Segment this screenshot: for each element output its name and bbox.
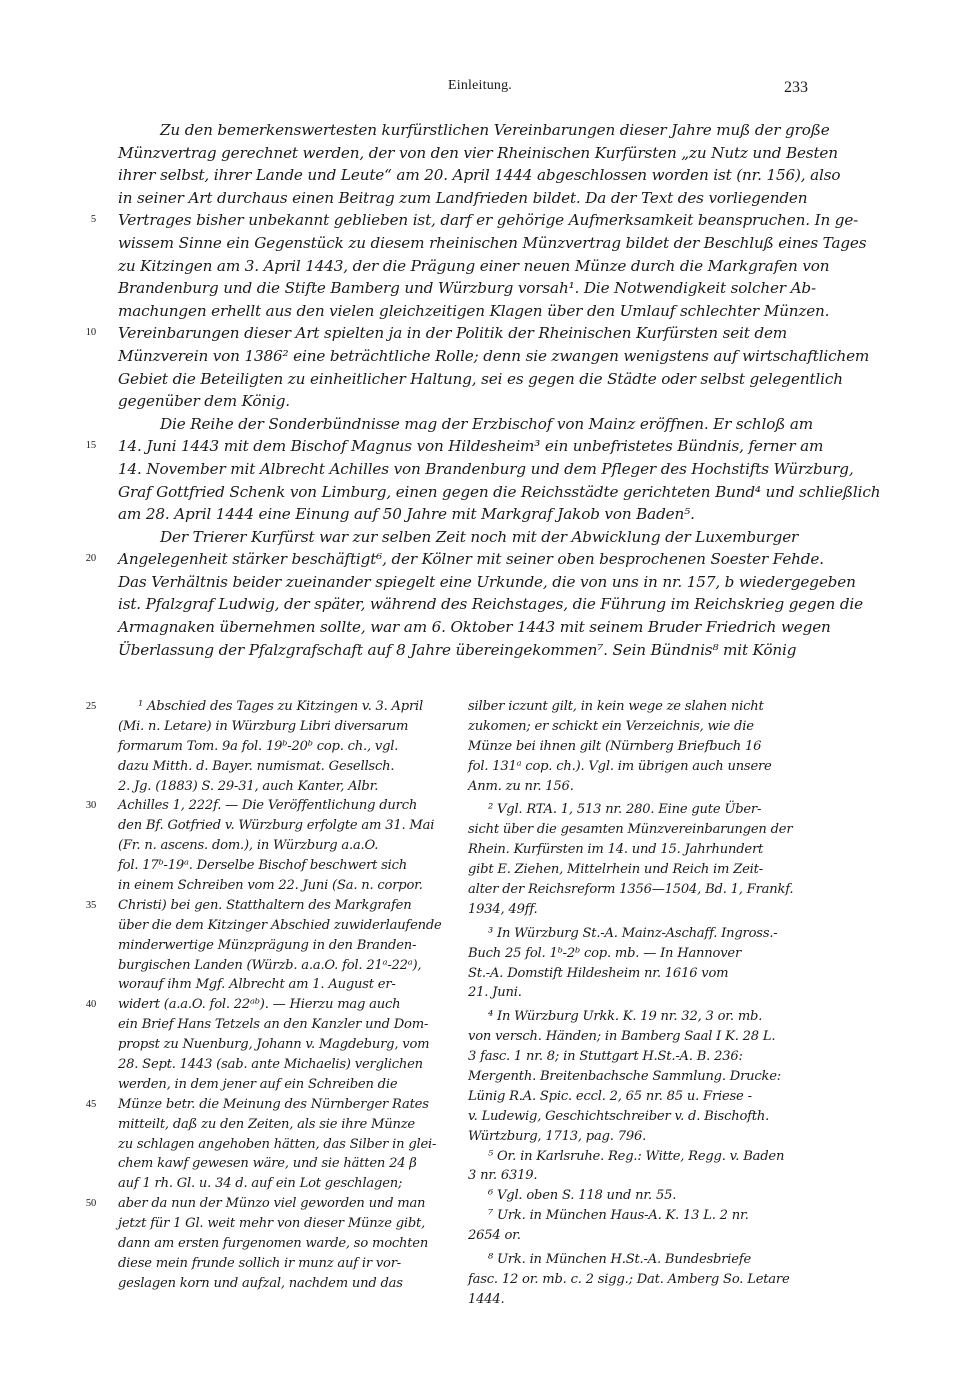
footnote-line [85,896,453,916]
body-text-line-text: 14. Juni 1443 mit dem Bischof Magnus von Hildesheim³ ein unbefristetes Bündnis, ferner am [118,437,824,456]
footnote-line-text: Münze bei ihnen gilt (Nürnberg Briefbuch 16 [468,738,762,754]
footnote-line [468,1206,808,1226]
footnote-line [468,1027,808,1047]
body-text-line [118,458,854,481]
footnote-line-text: Münze betr. die Meinung des Nürnberger Rates [118,1096,429,1112]
footnote-line [118,936,453,956]
footnote-line [468,717,808,737]
line-number: 40 [85,999,96,1011]
footnote-line [118,816,453,836]
footnote-line [85,995,453,1015]
footnote-line-text: Würtzburg, 1713, pag. 796. [468,1128,647,1144]
footnote-line-text: ein Brief Hans Tetzels an den Kanzler und Dom- [118,1017,429,1033]
body-text-line [118,593,863,616]
body-text-line [118,616,831,639]
body-text-line-text: Armagnaken übernehmen sollte, war am 6. Oktober 1443 mit seinem Bruder Friedrich wegen [118,618,831,637]
body-text-line [118,119,830,142]
footnote-line-text: worauf ihm Mgf. Albrecht am 1. August er- [118,977,396,993]
body-text-line-text: Die Reihe der Sonderbündnisse mag der Erzbischof von Mainz eröffnen. Er schloß am [160,414,814,433]
body-text-line-text: zu Kitzingen am 3. April 1443, der die Prägung einer neuen Münze durch die Markgrafen von [118,256,830,275]
body-text-line [118,277,816,300]
footnote-line [468,1087,808,1107]
footnote-line [118,777,453,797]
body-text-line-text: ihrer selbst, ihrer Lande und Leute“ am 20. April 1444 abgeschlossen worden ist (nr. 156), also [118,166,841,185]
footnote-line [468,900,808,920]
footnote-line-text: sicht über die gesamten Münzvereinbarungen der [468,822,793,838]
body-text-line [118,571,856,594]
footnote-line [468,1107,808,1127]
body-text-line-text: Angelegenheit stärker beschäftigt⁶, der Kölner mit seiner oben besprochenen Soester Fehde. [118,550,824,569]
body-text-line [118,187,808,210]
footnote-line [468,820,808,840]
footnote-line-text: ² Vgl. RTA. 1, 513 nr. 280. Eine gute Über- [488,802,762,818]
body-text-line [118,255,830,278]
footnote-line-text: chem kawf gewesen wäre, und sie hätten 24 β [118,1156,417,1172]
line-number: 20 [85,553,96,565]
footnote-line-text: Buch 25 fol. 1ᵇ-2ᵇ cop. mb. — In Hannover [468,945,742,961]
footnote-line [468,697,808,717]
footnote-line-text: widert (a.a.O. fol. 22ᵃᵇ). — Hierzu mag auch [118,997,401,1013]
footnote-line [118,717,453,737]
footnote-line-text: propst zu Nuenburg, Johann v. Magdeburg, vom [118,1037,430,1053]
footnote-line-text: ⁶ Vgl. oben S. 118 und nr. 55. [488,1188,677,1204]
footnote-line-text: ⁷ Urk. in München Haus-A. K. 13 L. 2 nr. [488,1208,749,1224]
footnote-line [118,876,453,896]
footnote-line [468,1147,808,1167]
footnote-line-text: ⁸ Urk. in München H.St.-A. Bundesbriefe [488,1252,752,1268]
footnote-line-text: Achilles 1, 222f. — Die Veröffentlichung durch [118,798,418,814]
line-number: 25 [85,701,96,712]
footnote-line-text: aber da nun der Münzo viel geworden und man [118,1196,426,1212]
footnote-line-text: auf 1 rh. Gl. u. 34 d. auf ein Lot geschlagen; [118,1176,403,1192]
footnote-line-text: fol. 131ᵃ cop. ch.). Vgl. im übrigen auch unsere [468,758,772,774]
footnote-line [118,916,453,936]
body-text-line [118,481,881,504]
body-text-line-text: Gebiet die Beteiligten zu einheitlicher Haltung, sei es gegen die Städte oder selbst gelegentlich [118,369,843,388]
footnote-line [468,1250,808,1270]
body-text-line-text: Der Trierer Kurfürst war zur selben Zeit noch mit der Abwicklung der Luxemburger [160,527,799,546]
footnote-line-text: den Bf. Gotfried v. Würzburg erfolgte am 31. Mai [118,818,435,834]
footnote-line [118,1214,453,1234]
footnote-line [468,964,808,984]
footnote-line-text: geslagen korn und aufzal, nachdem und das [118,1275,403,1291]
footnote-line [468,1290,808,1310]
footnote-line [118,1174,453,1194]
footnote-line-text: (Fr. n. ascens. dom.), in Würzburg a.a.O. [118,838,379,854]
footnote-line-text: in einem Schreiben vom 22. Juni (Sa. n. corpor. [118,878,423,894]
body-text-line [118,300,830,323]
body-text-line-text: Graf Gottfried Schenk von Limburg, einen gegen die Reichsstädte gerichteten Bund⁴ und schließlich [118,482,881,501]
footnote-line [468,944,808,964]
footnote-line-text: ⁵ Or. in Karlsruhe. Reg.: Witte, Regg. v. Baden [488,1148,785,1164]
footnote-line [468,757,808,777]
footnote-line [118,1115,453,1135]
footnote-line [468,860,808,880]
body-text-line-text: ist. Pfalzgraf Ludwig, der später, während des Reichstages, die Führung im Reichskrieg gegen die [118,595,863,614]
footnote-line [468,737,808,757]
footnote-line-text: fol. 17ᵇ-19ᵃ. Derselbe Bischof beschwert sich [118,858,408,874]
footnote-line [118,956,453,976]
body-text-line [118,368,843,391]
footnote-line [468,983,808,1003]
body-text-line-text: gegenüber dem König. [118,392,290,411]
footnote-line-text: über die dem Kitzinger Abschied zuwiderlaufende [118,917,442,933]
body-text-line-text: Überlassung der Pfalzgrafschaft auf 8 Jahre übereingekommen⁷. Sein Bündnis⁸ mit König [118,640,797,659]
footnote-line [468,777,808,797]
body-text-line [85,548,824,571]
footnote-line-text: diese mein frunde sollich ir munz auf ir vor- [118,1255,402,1271]
line-number: 35 [85,899,96,911]
body-text-line [118,639,808,662]
footnote-line [118,1135,453,1155]
footnote-line-text: burgischen Landen (Würzb. a.a.O. fol. 21ᵃ-22ᵃ), [118,957,422,973]
footnote-line-text: 1934, 49ff. [468,901,538,917]
body-text-line [118,503,808,526]
footnote-line [468,1186,808,1206]
footnote-line-text: minderwertige Münzprägung in den Branden- [118,937,417,953]
body-text-line-text: Vertrages bisher unbekannt geblieben ist, darf er gehörige Aufmerksamkeit beanspruchen. In ge- [118,211,859,230]
body-text-line [118,232,867,255]
footnote-line [468,1007,808,1027]
footnote-line-text: formarum Tom. 9a fol. 19ᵇ-20ᵇ cop. ch., vgl. [118,738,399,754]
running-title: Einleitung. [447,78,513,93]
footnote-line-text: jetzt für 1 Gl. weit mehr von dieser Münze gibt, [118,1216,426,1232]
body-text-line-text: Brandenburg und die Stifte Bamberg und Würzburg vorsah¹. Die Notwendigkeit solcher Ab- [118,279,816,298]
body-text-line-text: in seiner Art durchaus einen Beitrag zum Landfrieden bildet. Da der Text des vorliegenden [118,188,808,207]
footnotes-right-column [468,697,808,1310]
footnote-line-text: werden, in dem jener auf ein Schreiben die [118,1076,398,1092]
footnote-line-text: 28. Sept. 1443 (sab. ante Michaelis) verglichen [118,1057,423,1073]
footnote-line [85,697,453,717]
footnote-line-text: ¹ Abschied des Tages zu Kitzingen v. 3. April [138,699,424,714]
footnotes-left-column [85,697,453,1294]
footnote-line-text: silber iczunt gilt, in kein wege ze slahen nicht [468,699,764,714]
main-text [85,119,881,661]
line-number: 5 [90,214,96,226]
footnote-line [468,1047,808,1067]
footnote-line [118,1035,453,1055]
footnote-line [468,840,808,860]
footnote-line-text: 2. Jg. (1883) S. 29-31, auch Kanter, Albr. [118,778,379,794]
footnote-line-text: Christi) bei gen. Statthaltern des Markgrafen [118,897,412,913]
body-text-line [118,345,870,368]
footnote-line [468,880,808,900]
line-number: 30 [85,800,96,812]
footnote-line [118,737,453,757]
body-text-line-text: Münzverein von 1386² eine beträchtliche Rolle; denn sie zwangen wenigstens auf wirtschaftlichem [118,346,870,365]
footnote-line [468,1067,808,1087]
footnote-line-text: ³ In Würzburg St.-A. Mainz-Aschaff. Ingross.- [488,925,778,941]
footnote-line-text: dazu Mitth. d. Bayer. numismat. Gesellsch. [118,758,395,774]
footnote-line-text: Lünig R.A. Spic. eccl. 2, 65 nr. 85 u. Friese - [468,1088,752,1104]
body-text-line [118,142,838,165]
body-text-line [118,164,841,187]
footnote-line-text: fasc. 12 or. mb. c. 2 sigg.; Dat. Amberg So. Letare [468,1271,790,1287]
body-text-line-text: Das Verhältnis beider zueinander spiegelt eine Urkunde, die von uns in nr. 157, b wiedergegeben [118,572,856,591]
footnote-line [118,1154,453,1174]
footnote-line-text: dann am ersten furgenomen warde, so mochten [118,1236,429,1252]
footnote-line-text: Anm. zu nr. 156. [468,778,574,794]
footnote-line [118,1234,453,1254]
line-number: 50 [85,1198,96,1210]
footnote-line [468,800,808,820]
body-text-line [118,413,814,436]
footnote-line-text: gibt E. Ziehen, Mittelrhein und Reich im Zeit- [468,862,763,878]
footnote-line [468,924,808,944]
footnote-line-text: Rhein. Kurfürsten im 14. und 15. Jahrhundert [468,842,764,858]
footnote-line [85,1095,453,1115]
footnote-line [468,1226,808,1246]
footnote-line [468,1166,808,1186]
line-number: 15 [85,440,96,452]
footnote-line-text: Mergenth. Breitenbachsche Sammlung. Drucke: [468,1069,781,1085]
body-text-line [85,435,824,458]
footnote-line-text: ⁴ In Würzburg Urkk. K. 19 nr. 32, 3 or. mb. [488,1009,763,1025]
body-text-line-text: wissem Sinne ein Gegenstück zu diesem rheinischen Münzvertrag bildet der Beschluß eines Tages [118,233,867,252]
footnote-line [468,1270,808,1290]
footnote-line [118,1274,453,1294]
body-text-line-text: Zu den bemerkenswertesten kurfürstlichen Vereinbarungen dieser Jahre muß der große [160,121,830,139]
body-text-line [90,209,859,232]
footnote-line [468,1127,808,1147]
footnote-line-text: zu schlagen angehoben hätten, das Silber in glei- [118,1136,437,1152]
footnote-line [85,1194,453,1214]
footnote-line-text: v. Ludewig, Geschichtschreiber v. d. Bischofth. [468,1108,770,1124]
footnote-line [118,1055,453,1075]
footnote-line [118,1075,453,1095]
body-text-line-text: Münzvertrag gerechnet werden, der von den vier Rheinischen Kurfürsten „zu Nutz und Besten [118,143,838,162]
body-text-line [85,322,808,345]
body-text-line-text: am 28. April 1444 eine Einung auf 50 Jahre mit Markgraf Jakob von Baden⁵. [118,505,695,524]
footnote-line-text: alter der Reichsreform 1356—1504, Bd. 1, Frankf. [468,882,794,898]
footnote-line-text: 3 nr. 6319. [468,1168,538,1184]
footnote-line-text: 21. Juni. [468,985,522,1001]
footnote-line-text: (Mi. n. Letare) in Würzburg Libri diversarum [118,718,409,734]
footnote-line-text: von versch. Händen; in Bamberg Saal I K. 28 L. [468,1029,776,1045]
footnote-line [118,856,453,876]
footnote-line [85,796,453,816]
footnote-line-text: St.-A. Domstift Hildesheim nr. 1616 vom [468,965,729,981]
line-number: 45 [85,1098,96,1110]
body-text-line-text: Vereinbarungen dieser Art spielten ja in der Politik der Rheinischen Kurfürsten seit dem [118,324,788,343]
footnote-line-text: zukomen; er schickt ein Verzeichnis, wie die [468,718,754,734]
body-text-line-text: machungen erhellt aus den vielen gleichzeitigen Klagen über den Umlauf schlechter Münzen. [118,301,830,320]
body-text-line [118,390,808,413]
footnote-line-text: 2654 or. [468,1228,521,1244]
footnote-line-text: 3 fasc. 1 nr. 8; in Stuttgart H.St.-A. B. 236: [468,1049,743,1065]
footnote-line [118,975,453,995]
footnote-line [118,757,453,777]
footnote-line [118,1254,453,1274]
footnote-line [118,836,453,856]
footnote-line-text: mitteilt, daß zu den Zeiten, als sie ihre Münze [118,1116,415,1132]
footnote-line [118,1015,453,1035]
body-text-line-text: 14. November mit Albrecht Achilles von Brandenburg und dem Pfleger des Hochstifts Würzburg, [118,459,854,478]
body-text-line [118,526,808,549]
footnote-line-text: 1444. [468,1291,505,1307]
line-number: 10 [85,327,96,339]
page-number: 233 [784,79,808,96]
